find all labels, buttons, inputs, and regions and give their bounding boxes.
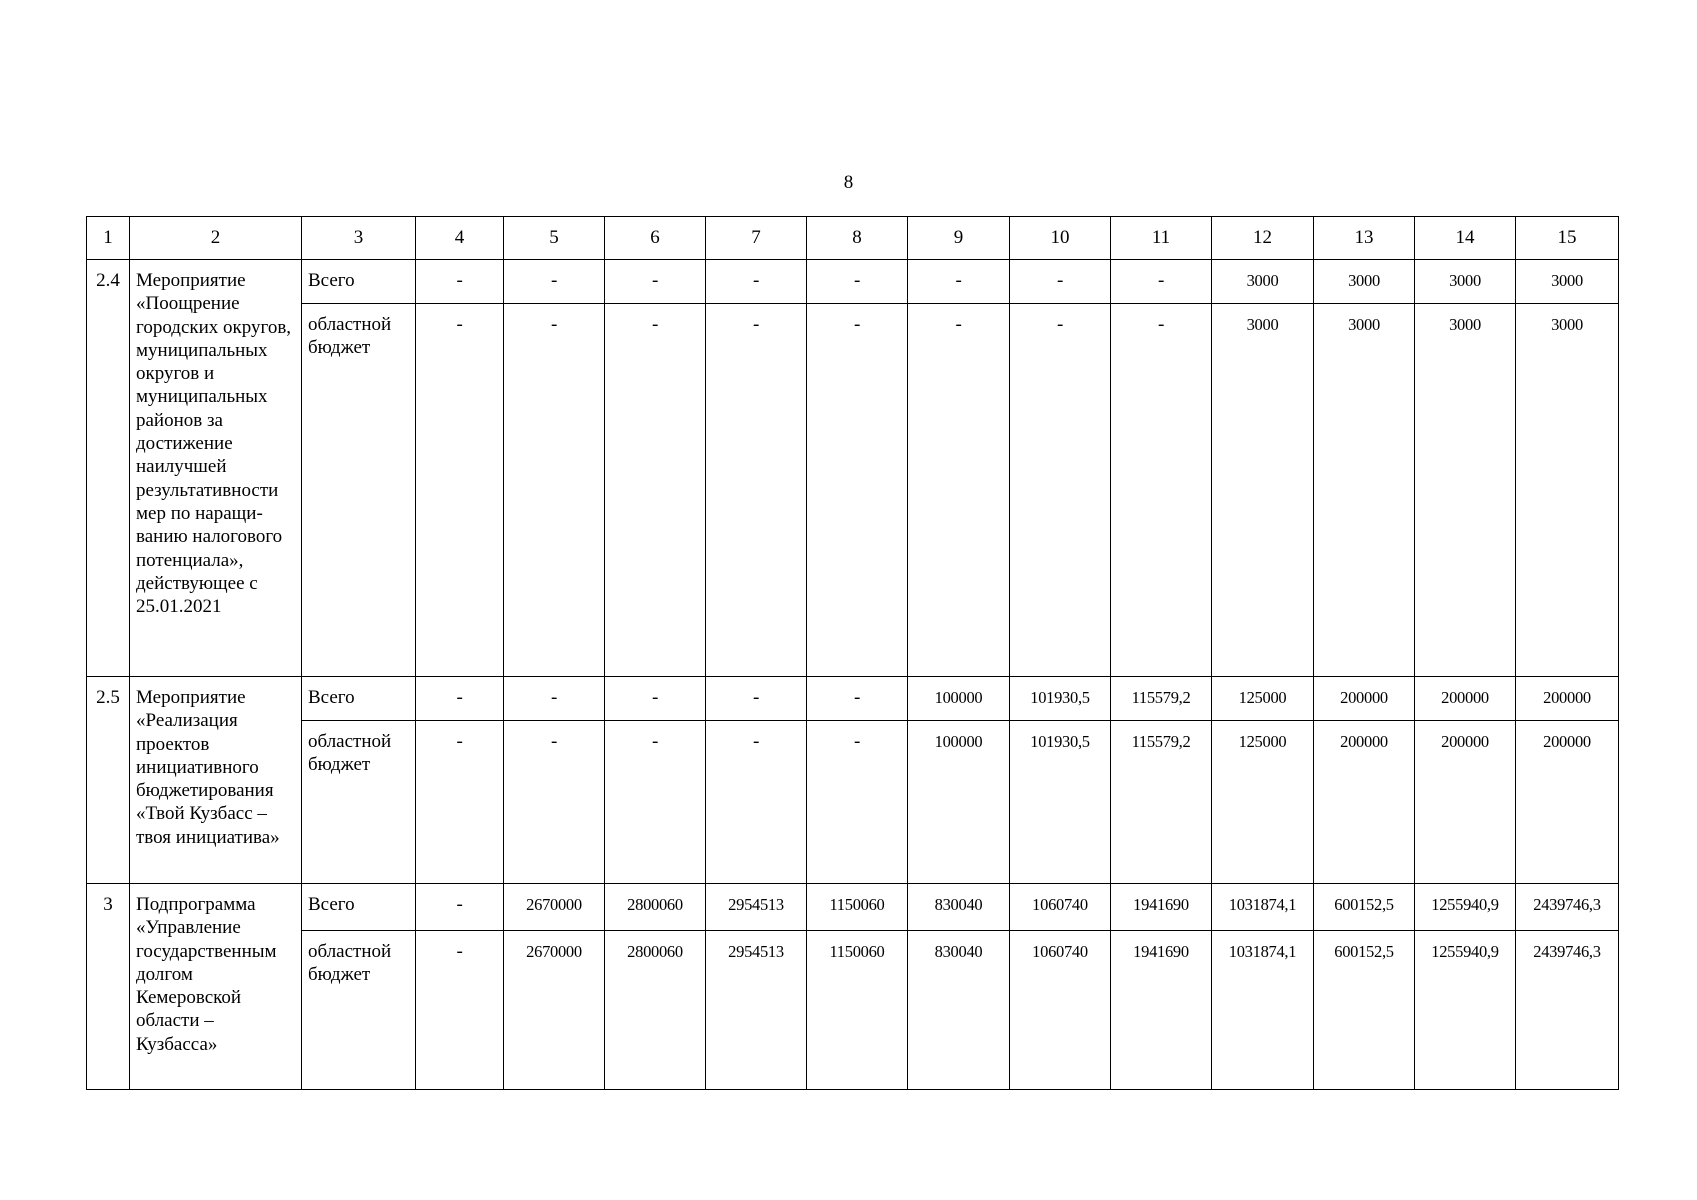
column-header: 4 [416, 217, 504, 260]
value-cell: 2439746,3 [1516, 884, 1619, 931]
column-header: 14 [1415, 217, 1516, 260]
table-row [87, 304, 1619, 677]
value-cell: 125000 [1212, 677, 1314, 721]
table-row [87, 721, 1619, 884]
value-cell: - [706, 304, 807, 677]
funding-source: областной бюджет [302, 304, 416, 677]
funding-source: Всего [302, 260, 416, 304]
budget-table [86, 216, 1619, 1090]
value-cell: 830040 [908, 931, 1010, 1090]
value-cell: 1150060 [807, 931, 908, 1090]
value-cell: - [416, 884, 504, 931]
funding-source: Всего [302, 677, 416, 721]
value-cell: 600152,5 [1314, 884, 1415, 931]
value-cell: 1060740 [1010, 931, 1111, 1090]
column-header: 10 [1010, 217, 1111, 260]
table-row [87, 260, 1619, 304]
value-cell: 200000 [1415, 721, 1516, 884]
column-header: 15 [1516, 217, 1619, 260]
item-number: 2.5 [87, 677, 130, 884]
value-cell: 2954513 [706, 884, 807, 931]
value-cell: - [605, 721, 706, 884]
value-cell: 1031874,1 [1212, 884, 1314, 931]
value-cell: - [605, 677, 706, 721]
item-name: Подпрограмма «Управление государственным долгом Кемеровской области – Кузбасса» [130, 884, 302, 1090]
value-cell: 200000 [1415, 677, 1516, 721]
column-header: 5 [504, 217, 605, 260]
value-cell: 3000 [1212, 304, 1314, 677]
value-cell: 1150060 [807, 884, 908, 931]
value-cell: 3000 [1516, 304, 1619, 677]
item-number: 2.4 [87, 260, 130, 677]
value-cell: 200000 [1314, 721, 1415, 884]
value-cell: - [807, 304, 908, 677]
table-row [87, 931, 1619, 1090]
value-cell: - [1111, 304, 1212, 677]
value-cell: 3000 [1516, 260, 1619, 304]
column-header: 12 [1212, 217, 1314, 260]
value-cell: 3000 [1415, 304, 1516, 677]
value-cell: - [605, 304, 706, 677]
value-cell: - [807, 721, 908, 884]
value-cell: - [605, 260, 706, 304]
value-cell: 101930,5 [1010, 677, 1111, 721]
value-cell: - [1111, 260, 1212, 304]
value-cell: 100000 [908, 677, 1010, 721]
column-header: 6 [605, 217, 706, 260]
value-cell: - [504, 260, 605, 304]
value-cell: 200000 [1314, 677, 1415, 721]
value-cell: 2439746,3 [1516, 931, 1619, 1090]
value-cell: 2670000 [504, 884, 605, 931]
value-cell: - [504, 721, 605, 884]
value-cell: 2954513 [706, 931, 807, 1090]
item-name: Мероприятие «Реализация проектов инициативного бюджетирования «Твой Кузбасс – твоя инициатива» [130, 677, 302, 884]
value-cell: 3000 [1415, 260, 1516, 304]
value-cell: - [706, 260, 807, 304]
value-cell: 830040 [908, 884, 1010, 931]
value-cell: 1255940,9 [1415, 884, 1516, 931]
value-cell: 1941690 [1111, 931, 1212, 1090]
value-cell: 1941690 [1111, 884, 1212, 931]
value-cell: - [706, 677, 807, 721]
value-cell: - [504, 304, 605, 677]
column-header: 3 [302, 217, 416, 260]
value-cell: 115579,2 [1111, 721, 1212, 884]
value-cell: 101930,5 [1010, 721, 1111, 884]
value-cell: 2800060 [605, 884, 706, 931]
funding-source: Всего [302, 884, 416, 931]
value-cell: 200000 [1516, 677, 1619, 721]
value-cell: 115579,2 [1111, 677, 1212, 721]
value-cell: - [504, 677, 605, 721]
column-header: 13 [1314, 217, 1415, 260]
column-header: 7 [706, 217, 807, 260]
value-cell: 100000 [908, 721, 1010, 884]
value-cell: - [908, 260, 1010, 304]
value-cell: - [807, 260, 908, 304]
value-cell: 200000 [1516, 721, 1619, 884]
item-number: 3 [87, 884, 130, 1090]
value-cell: - [416, 260, 504, 304]
value-cell: - [908, 304, 1010, 677]
value-cell: - [807, 677, 908, 721]
table-row [87, 884, 1619, 931]
value-cell: - [416, 721, 504, 884]
value-cell: 1255940,9 [1415, 931, 1516, 1090]
column-header: 11 [1111, 217, 1212, 260]
value-cell: - [416, 677, 504, 721]
value-cell: - [706, 721, 807, 884]
value-cell: 2670000 [504, 931, 605, 1090]
table-header-row [87, 217, 1619, 260]
value-cell: 3000 [1314, 304, 1415, 677]
value-cell: 3000 [1212, 260, 1314, 304]
column-header: 8 [807, 217, 908, 260]
column-header: 2 [130, 217, 302, 260]
column-header: 9 [908, 217, 1010, 260]
value-cell: - [1010, 304, 1111, 677]
value-cell: - [1010, 260, 1111, 304]
funding-source: областной бюджет [302, 721, 416, 884]
page-number: 8 [843, 172, 854, 193]
item-name: Мероприятие «Поощрение городских округов, муниципальных округов и муниципальных районов за достижение наилучшей результативности мер по наращи-ванию налогового потенциала», действующее с 25.01.2021 [130, 260, 302, 677]
value-cell: 3000 [1314, 260, 1415, 304]
value-cell: 2800060 [605, 931, 706, 1090]
value-cell: 1031874,1 [1212, 931, 1314, 1090]
value-cell: 125000 [1212, 721, 1314, 884]
value-cell: - [416, 304, 504, 677]
value-cell: 1060740 [1010, 884, 1111, 931]
table-row [87, 677, 1619, 721]
column-header: 1 [87, 217, 130, 260]
value-cell: 600152,5 [1314, 931, 1415, 1090]
funding-source: областной бюджет [302, 931, 416, 1090]
value-cell: - [416, 931, 504, 1090]
